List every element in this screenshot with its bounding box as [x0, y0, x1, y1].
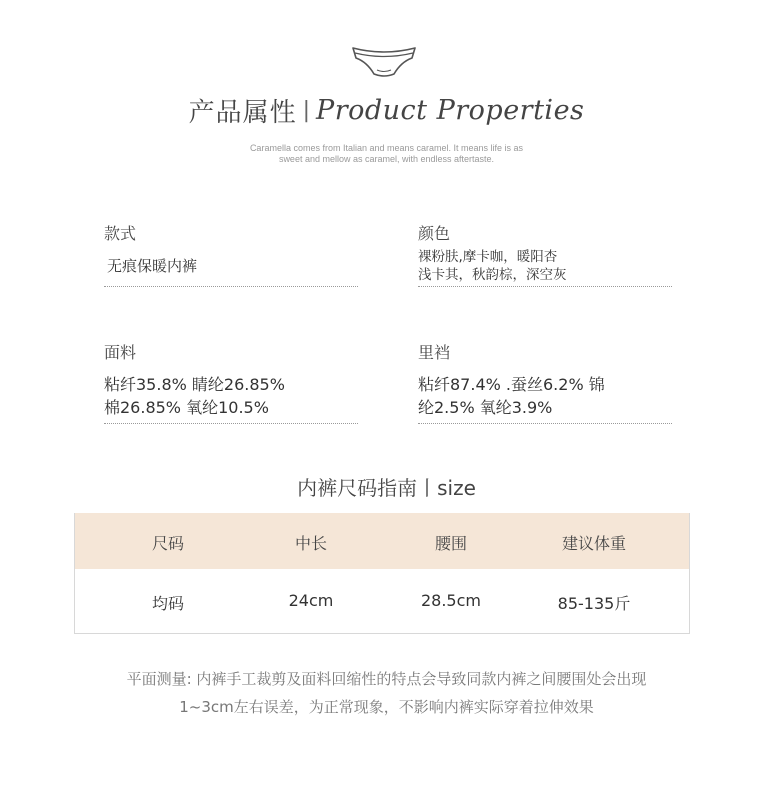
table-row: [75, 569, 689, 633]
size-table: [74, 513, 690, 634]
property-fabric-value-line-2: 棉26.85% 氧纶10.5%: [104, 398, 269, 417]
property-lining-value-line-2: 纶2.5% 氧纶3.9%: [418, 398, 553, 417]
property-fabric: [104, 340, 359, 419]
property-lining-label: 里裆: [418, 343, 451, 362]
size-table-header: [75, 513, 689, 569]
size-cell: 28.5cm: [420, 591, 481, 610]
divider: [418, 423, 672, 424]
property-lining: [418, 340, 673, 419]
property-color-label: 颜色: [418, 224, 451, 243]
size-guide-title: 内裤尺码指南丨size: [297, 476, 476, 500]
property-color-value-line-2: 浅卡其，秋韵棕，深空灰: [418, 267, 567, 283]
size-cell: 85-135斤: [557, 594, 631, 613]
measurement-note-line-1: 平面测量: 内裤手工裁剪及面料回缩性的特点会导致同款内裤之间腰围处会出现: [126, 670, 647, 688]
tagline-line-2: sweet and mellow as caramel, with endless aftertaste.: [278, 154, 495, 164]
property-style-label: 款式: [104, 224, 137, 243]
divider: [104, 286, 358, 287]
tagline-line-1: Caramella comes from Italian and means caramel. It means life is as: [249, 143, 524, 153]
property-fabric-value-line-1: 粘纤35.8% 睛纶26.85%: [104, 375, 285, 394]
title-separator: |: [302, 98, 311, 123]
property-color: [418, 221, 673, 284]
size-header-cell: 中长: [294, 534, 327, 553]
measurement-note-line-2: 1~3cm左右误差，为正常现象，不影响内裤实际穿着拉伸效果: [179, 698, 594, 716]
divider: [418, 286, 672, 287]
size-header-cell: 尺码: [151, 534, 184, 553]
page-title: [0, 92, 773, 129]
size-cell: 均码: [151, 594, 184, 613]
size-header-cell: 建议体重: [561, 534, 626, 553]
title-english: Product Properties: [316, 95, 585, 126]
underwear-icon: [351, 44, 417, 80]
property-color-value-line-1: 裸粉肤,摩卡咖，暖阳杏: [418, 249, 558, 265]
title-chinese: 产品属性: [188, 98, 297, 128]
size-header-cell: 腰围: [434, 534, 467, 553]
divider: [104, 423, 358, 424]
property-style-value: 无痕保暖内裤: [107, 257, 198, 275]
property-lining-value-line-1: 粘纤87.4% .蚕丝6.2% 锦: [418, 375, 605, 394]
size-cell: 24cm: [288, 591, 334, 610]
property-fabric-label: 面料: [104, 343, 137, 362]
property-style: [104, 221, 359, 276]
